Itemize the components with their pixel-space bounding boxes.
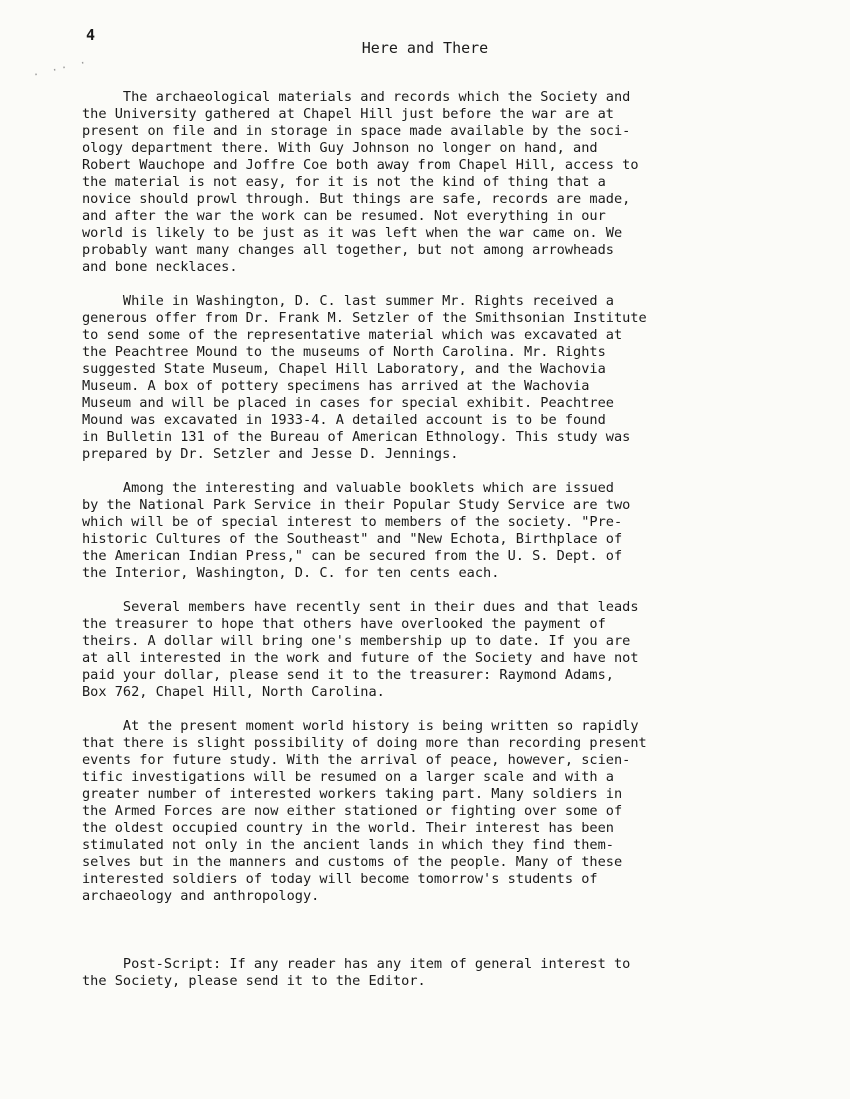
text-line: Post-Script: If any reader has any item of general interest to: [82, 956, 631, 972]
text-line: greater number of interested workers taking part. Many soldiers in: [82, 786, 623, 802]
text-line: novice should prowl through. But things are safe, records are made,: [82, 191, 631, 207]
paragraph-postscript: [82, 956, 782, 990]
text-line: theirs. A dollar will bring one's membership up to date. If you are: [82, 633, 631, 649]
text-line: that there is slight possibility of doing more than recording present: [82, 735, 647, 751]
paragraph-world-history: [82, 718, 782, 905]
text-line: by the National Park Service in their Popular Study Service are two: [82, 497, 631, 513]
ink-smudge: · ·· ·: [31, 55, 91, 82]
text-line: stimulated not only in the ancient lands in which they find them-: [82, 837, 614, 853]
text-line: generous offer from Dr. Frank M. Setzler of the Smithsonian Institute: [82, 310, 647, 326]
text-line: archaeology and anthropology.: [82, 888, 320, 904]
text-line: at all interested in the work and future of the Society and have not: [82, 650, 639, 666]
paragraph-membership-dues: [82, 599, 782, 701]
text-line: Robert Wauchope and Joffre Coe both away from Chapel Hill, access to: [82, 157, 639, 173]
text-line: Box 762, Chapel Hill, North Carolina.: [82, 684, 385, 700]
text-line: interested soldiers of today will become tomorrow's students of: [82, 871, 598, 887]
paragraph-peachtree-mound: [82, 293, 782, 463]
text-line: the American Indian Press," can be secured from the U. S. Dept. of: [82, 548, 623, 564]
text-line: tific investigations will be resumed on a larger scale and with a: [82, 769, 614, 785]
body-text: [82, 89, 782, 1007]
text-line: Several members have recently sent in their dues and that leads: [82, 599, 639, 615]
text-line: which will be of special interest to members of the society. "Pre-: [82, 514, 623, 530]
text-line: suggested State Museum, Chapel Hill Laboratory, and the Wachovia: [82, 361, 606, 377]
text-line: paid your dollar, please send it to the treasurer: Raymond Adams,: [82, 667, 614, 683]
text-line: Museum and will be placed in cases for special exhibit. Peachtree: [82, 395, 614, 411]
text-line: historic Cultures of the Southeast" and "New Echota, Birthplace of: [82, 531, 623, 547]
text-line: The archaeological materials and records which the Society and: [82, 89, 631, 105]
text-line: probably want many changes all together, but not among arrowheads: [82, 242, 614, 258]
text-line: the Peachtree Mound to the museums of North Carolina. Mr. Rights: [82, 344, 606, 360]
text-line: the Armed Forces are now either stationed or fighting over some of: [82, 803, 623, 819]
text-line: selves but in the manners and customs of the people. Many of these: [82, 854, 623, 870]
text-line: world is likely to be just as it was left when the war came on. We: [82, 225, 623, 241]
page-number: 4: [86, 26, 96, 44]
text-line: in Bulletin 131 of the Bureau of American Ethnology. This study was: [82, 429, 631, 445]
text-line: ology department there. With Guy Johnson no longer on hand, and: [82, 140, 598, 156]
text-line: to send some of the representative material which was excavated at: [82, 327, 623, 343]
paragraph-park-service-booklets: [82, 480, 782, 582]
text-line: events for future study. With the arrival of peace, however, scien-: [82, 752, 631, 768]
text-line: Among the interesting and valuable booklets which are issued: [82, 480, 614, 496]
text-line: and after the war the work can be resumed. Not everything in our: [82, 208, 606, 224]
text-line: and bone necklaces.: [82, 259, 238, 275]
text-line: Museum. A box of pottery specimens has arrived at the Wachovia: [82, 378, 590, 394]
text-line: prepared by Dr. Setzler and Jesse D. Jennings.: [82, 446, 459, 462]
page-title: Here and There: [361, 39, 489, 57]
text-line: the Interior, Washington, D. C. for ten cents each.: [82, 565, 500, 581]
text-line: present on file and in storage in space made available by the soci-: [82, 123, 631, 139]
paragraph-archaeological-materials: [82, 89, 782, 276]
text-line: the Society, please send it to the Editor.: [82, 973, 426, 989]
text-line: Mound was excavated in 1933-4. A detailed account is to be found: [82, 412, 606, 428]
text-line: the material is not easy, for it is not the kind of thing that a: [82, 174, 606, 190]
text-line: the University gathered at Chapel Hill just before the war are at: [82, 106, 614, 122]
text-line: While in Washington, D. C. last summer Mr. Rights received a: [82, 293, 614, 309]
text-line: the oldest occupied country in the world. Their interest has been: [82, 820, 614, 836]
text-line: the treasurer to hope that others have overlooked the payment of: [82, 616, 606, 632]
text-line: At the present moment world history is being written so rapidly: [82, 718, 639, 734]
